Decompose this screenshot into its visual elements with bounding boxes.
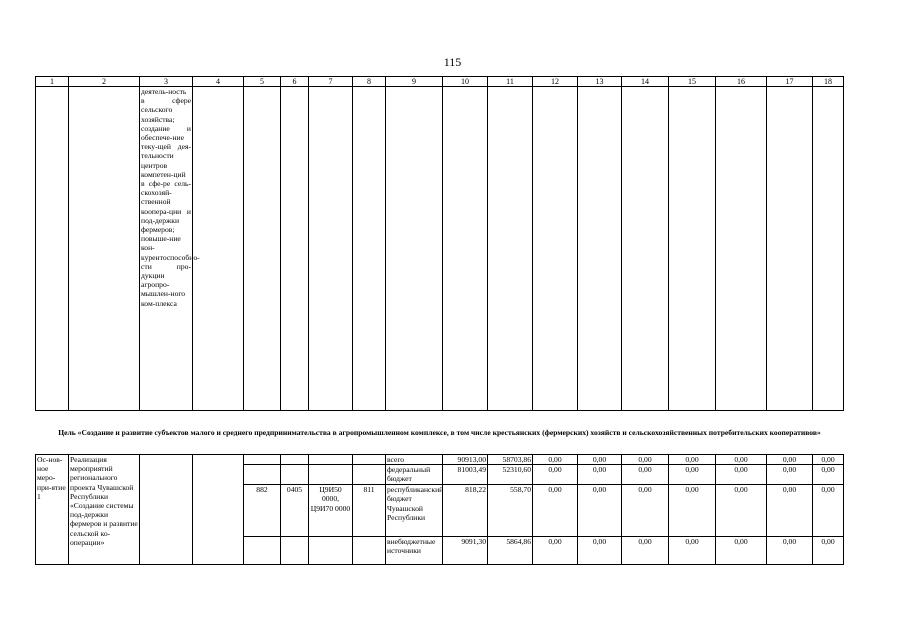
col-header-13: 13 <box>578 77 622 87</box>
value-cell: 0,00 <box>813 537 844 565</box>
grbs-code: 882 <box>244 485 281 537</box>
target-article-code: Ц9И50 0000, Ц9И70 0000 <box>309 485 353 537</box>
value-cell: 0,00 <box>813 485 844 537</box>
value-cell: 0,00 <box>533 485 578 537</box>
value-cell: 9091,30 <box>443 537 488 565</box>
funding-source: внебюджетные источники <box>386 537 443 565</box>
col-header-15: 15 <box>669 77 716 87</box>
value-cell: 0,00 <box>767 455 813 465</box>
value-cell: 0,00 <box>669 455 716 465</box>
value-cell: 58703,86 <box>488 455 533 465</box>
value-cell: 0,00 <box>533 537 578 565</box>
value-cell: 52310,60 <box>488 465 533 485</box>
col-header-6: 6 <box>281 77 309 87</box>
value-cell: 81003,49 <box>443 465 488 485</box>
value-cell: 0,00 <box>767 465 813 485</box>
goal-heading: Цель «Создание и развитие субъектов малого и среднего предпринимательства в агропромышленном комплексе, в том числе крестьянских (фермерских) хозяйств и сельскохозяйственных потребительских кооперативов» <box>36 411 844 455</box>
page-number: 115 <box>443 55 462 69</box>
value-cell: 0,00 <box>813 455 844 465</box>
value-cell: 818,22 <box>443 485 488 537</box>
value-cell: 0,00 <box>622 485 669 537</box>
funding-source: всего <box>386 455 443 465</box>
col-header-10: 10 <box>443 77 488 87</box>
col-header-3: 3 <box>140 77 193 87</box>
activity-status: Ос-нов-ное меро-при-ятие 1 <box>36 455 69 565</box>
col-header-5: 5 <box>244 77 281 87</box>
funding-source: федеральный бюджет <box>386 465 443 485</box>
program-table <box>35 76 844 565</box>
value-cell: 0,00 <box>578 465 622 485</box>
value-cell: 0,00 <box>669 537 716 565</box>
section-code: 0405 <box>281 485 309 537</box>
description-row <box>36 87 844 411</box>
col-header-17: 17 <box>767 77 813 87</box>
funding-source: республиканский бюджет Чувашской Республики <box>386 485 443 537</box>
value-cell: 0,00 <box>622 465 669 485</box>
value-cell: 0,00 <box>669 465 716 485</box>
value-cell: 0,00 <box>578 485 622 537</box>
value-cell: 0,00 <box>533 455 578 465</box>
value-cell: 0,00 <box>767 537 813 565</box>
value-cell: 0,00 <box>578 537 622 565</box>
value-cell: 0,00 <box>622 455 669 465</box>
value-cell: 0,00 <box>669 485 716 537</box>
col-header-9: 9 <box>386 77 443 87</box>
table-row <box>36 455 844 465</box>
col-header-2: 2 <box>69 77 140 87</box>
value-cell: 0,00 <box>716 465 767 485</box>
value-cell: 0,00 <box>578 455 622 465</box>
col-header-1: 1 <box>36 77 69 87</box>
activity-name: Реализация мероприятий регионального проекта Чувашской Республики «Создание системы под-держки фермеров и развитие сельской ко-операции» <box>69 455 140 565</box>
value-cell: 0,00 <box>716 537 767 565</box>
col-header-16: 16 <box>716 77 767 87</box>
value-cell: 558,70 <box>488 485 533 537</box>
value-cell: 0,00 <box>813 465 844 485</box>
col-header-14: 14 <box>622 77 669 87</box>
col-header-11: 11 <box>488 77 533 87</box>
value-cell: 0,00 <box>767 485 813 537</box>
value-cell: 5864,86 <box>488 537 533 565</box>
col-header-8: 8 <box>353 77 386 87</box>
value-cell: 0,00 <box>622 537 669 565</box>
goal-row <box>36 411 844 455</box>
expense-type-code: 811 <box>353 485 386 537</box>
value-cell: 0,00 <box>716 455 767 465</box>
value-cell: 90913,00 <box>443 455 488 465</box>
description-cell: деятель-ность в сфере сельского хозяйства; создание и обеспече-ние теку-щей дея-тельности центров компетен-ций в сфе-ре сель-скохозяй-ственной коопера-ции и под-держки фермеров; повыше-ние кон-курентоспособно-сти про-дукции агропро-мышлен-ного ком-плекса <box>140 87 193 411</box>
value-cell: 0,00 <box>533 465 578 485</box>
col-header-12: 12 <box>533 77 578 87</box>
col-header-7: 7 <box>309 77 353 87</box>
column-number-row <box>36 77 844 87</box>
col-header-18: 18 <box>813 77 844 87</box>
value-cell: 0,00 <box>716 485 767 537</box>
col-header-4: 4 <box>193 77 244 87</box>
